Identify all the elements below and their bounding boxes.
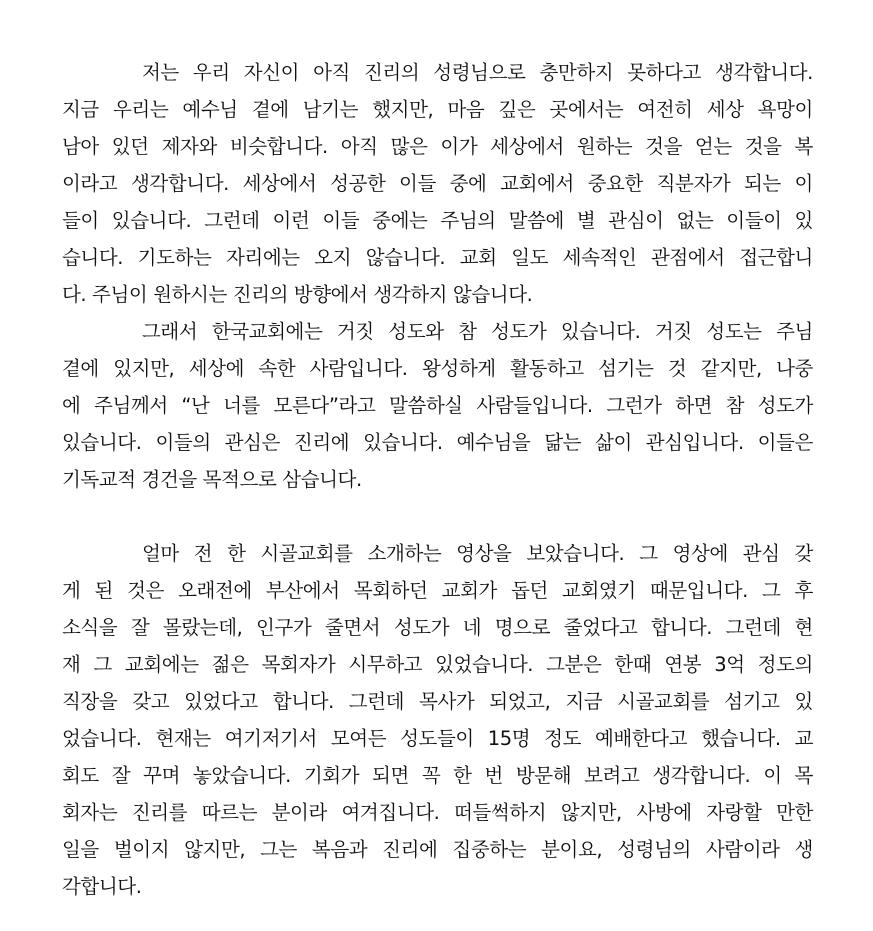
text-line: 기독교적 경건을 목적으로 삼습니다.	[62, 468, 362, 491]
text-line: 소식을 잘 몰랐는데, 인구가 줄면서 성도가 네 명으로 줄었다고 합니다. 그런데 현	[62, 616, 813, 639]
text-line: 들이 있습니다. 그런데 이런 이들 중에는 주님의 말씀에 별 관심이 없는 이들이 있	[62, 209, 813, 232]
paragraph-2	[62, 313, 813, 498]
paragraph-gap	[62, 498, 813, 535]
text-line: 각합니다.	[62, 875, 142, 898]
text-line: 있습니다. 이들의 관심은 진리에 있습니다. 예수님을 닮는 삶이 관심입니다. 이들은	[62, 431, 813, 454]
text-line: 직장을 갖고 있었다고 합니다. 그런데 목사가 되었고, 지금 시골교회를 섬기고 있	[62, 690, 813, 713]
text-line: 남아 있던 제자와 비슷합니다. 아직 많은 이가 세상에서 원하는 것을 얻는 것을 복	[62, 135, 813, 158]
text-line: 다. 주님이 원하시는 진리의 방향에서 생각하지 않습니다.	[62, 283, 533, 306]
paragraph-3	[62, 535, 813, 905]
text-line: 얼마 전 한 시골교회를 소개하는 영상을 보았습니다. 그 영상에 관심 갖	[142, 542, 813, 565]
text-line: 저는 우리 자신이 아직 진리의 성령님으로 충만하지 못하다고 생각합니다.	[142, 61, 813, 84]
text-line: 게 된 것은 오래전에 부산에서 목회하던 교회가 돕던 교회였기 때문입니다. 그 후	[62, 579, 813, 602]
text-line: 습니다. 기도하는 자리에는 오지 않습니다. 교회 일도 세속적인 관점에서 접근합니	[62, 246, 813, 269]
text-line: 곁에 있지만, 세상에 속한 사람입니다. 왕성하게 활동하고 섬기는 것 같지만, 나중	[62, 357, 813, 380]
text-line: 재 그 교회에는 젊은 목회자가 시무하고 있었습니다. 그분은 한때 연봉 3억 정도의	[62, 653, 813, 676]
text-line: 지금 우리는 예수님 곁에 남기는 했지만, 마음 깊은 곳에서는 여전히 세상 욕망이	[62, 98, 813, 121]
text-line: 었습니다. 현재는 여기저기서 모여든 성도들이 15명 정도 예배한다고 했습니다. 교	[62, 727, 813, 750]
text-line: 이라고 생각합니다. 세상에서 성공한 이들 중에 교회에서 중요한 직분자가 되는 이	[62, 172, 813, 195]
paragraph-1	[62, 54, 813, 313]
text-line: 회도 잘 꾸며 놓았습니다. 기회가 되면 꼭 한 번 방문해 보려고 생각합니다. 이 목	[62, 764, 813, 787]
text-line: 에 주님께서 “난 너를 모른다”라고 말씀하실 사람들입니다. 그런가 하면 참 성도가	[62, 394, 813, 417]
text-line: 회자는 진리를 따르는 분이라 여겨집니다. 떠들썩하지 않지만, 사방에 자랑할 만한	[62, 801, 813, 824]
text-line: 그래서 한국교회에는 거짓 성도와 참 성도가 있습니다. 거짓 성도는 주님	[142, 320, 813, 343]
text-line: 일을 벌이지 않지만, 그는 복음과 진리에 집중하는 분이요, 성령님의 사람이라 생	[62, 838, 813, 861]
